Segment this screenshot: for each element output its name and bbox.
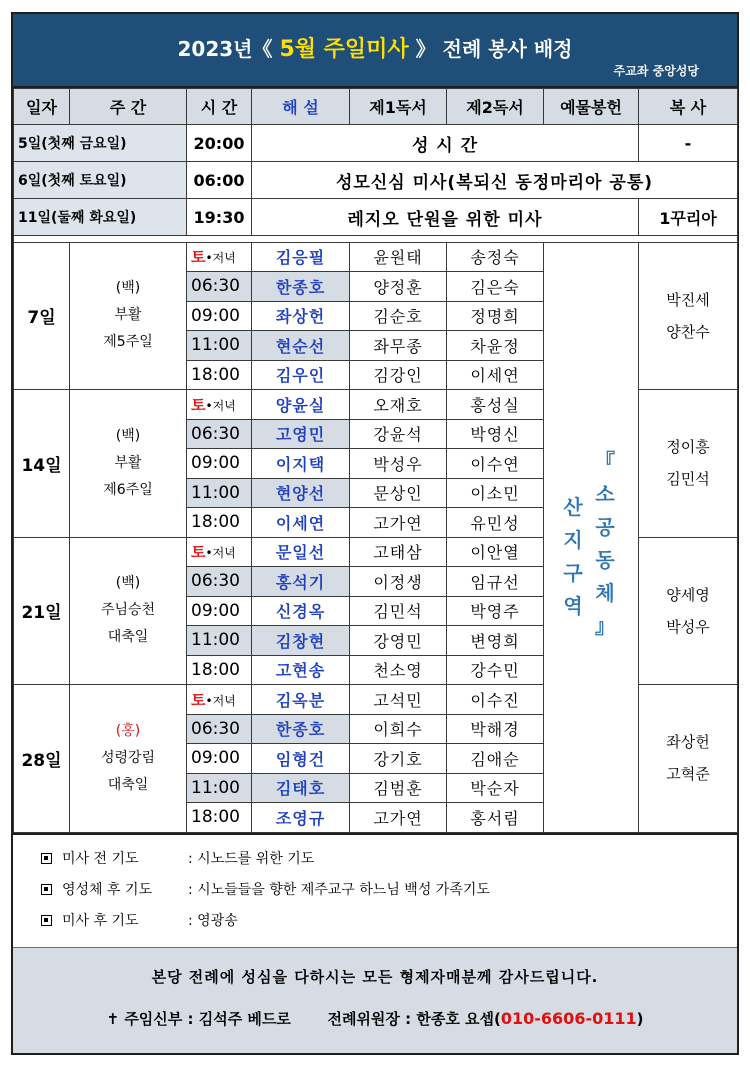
schedule-sheet (11, 12, 739, 1055)
mass-time (187, 537, 252, 567)
pastor-info: 주임신부 : 김석주 베드로 (124, 1010, 291, 1028)
saturday-label: 토 (191, 248, 206, 267)
reader-1: 강영민 (350, 626, 447, 656)
special-time: 19:30 (187, 199, 252, 236)
special-row (14, 199, 738, 236)
special-date: 11일(둘째 화요일) (14, 199, 187, 236)
note-value: : 시노들들을 향한 제주교구 하느님 백성 가족기도 (188, 882, 490, 898)
reader-2: 송정숙 (447, 242, 544, 272)
offering-right-char: 체 (595, 580, 615, 605)
title-suffix: 전례 봉사 배정 (442, 37, 573, 61)
reader-1: 김순호 (350, 301, 447, 331)
prayer-notes (13, 833, 737, 941)
week-date: 14일 (14, 390, 70, 538)
evening-label: •저녁 (205, 251, 236, 266)
evening-label: •저녁 (205, 398, 236, 413)
col-time: 시 간 (187, 89, 252, 125)
chair-close: ) (636, 1010, 644, 1028)
contacts (13, 1008, 737, 1029)
special-time: 06:00 (187, 162, 252, 199)
special-row (14, 125, 738, 162)
saturday-label: 토 (191, 543, 206, 562)
offering-right-char: 『 (595, 448, 615, 473)
reader-1: 오재호 (350, 390, 447, 420)
note-value: : 시노드를 위한 기도 (188, 851, 315, 867)
mass-time: 11:00 (187, 773, 252, 803)
evening-label: •저녁 (205, 693, 236, 708)
mass-time: 09:00 (187, 744, 252, 774)
reader-2: 이수진 (447, 685, 544, 715)
special-date: 6일(첫째 토요일) (14, 162, 187, 199)
reader-1: 이희수 (350, 714, 447, 744)
server-name: 김민석 (666, 470, 710, 489)
title-bracket-close: 》 (415, 37, 436, 61)
week-date: 7일 (14, 242, 70, 390)
square-bullet-icon (41, 915, 52, 926)
server-name: 고혁준 (666, 765, 710, 784)
altar-servers (639, 390, 738, 538)
commentator: 김응필 (252, 242, 350, 272)
offering-left-char: 구 (563, 560, 583, 585)
altar-servers (639, 242, 738, 390)
special-date: 5일(첫째 금요일) (14, 125, 187, 162)
special-desc: 성모신심 미사(복되신 동정마리아 공통) (252, 162, 738, 199)
reader-1: 고가연 (350, 803, 447, 833)
mass-time (187, 390, 252, 420)
special-desc: 성 시 간 (252, 125, 639, 162)
reader-2: 이안열 (447, 537, 544, 567)
col-commentator: 해 설 (252, 89, 350, 125)
week-feast (70, 685, 187, 833)
feast-line1: 주님승천 (100, 602, 156, 619)
reader-1: 김범훈 (350, 773, 447, 803)
commentator: 이지택 (252, 449, 350, 479)
title-banner (13, 14, 737, 88)
mass-time: 18:00 (187, 508, 252, 538)
commentator: 고현송 (252, 655, 350, 685)
feast-line1: 부활 (114, 454, 142, 471)
col-reader2: 제2독서 (447, 89, 544, 125)
footer (13, 947, 737, 1053)
reader-1: 박성우 (350, 449, 447, 479)
feast-line1: 성령강림 (100, 749, 156, 766)
square-bullet-icon (41, 884, 52, 895)
commentator: 좌상헌 (252, 301, 350, 331)
server-name: 좌상헌 (666, 733, 710, 752)
mass-time: 06:30 (187, 567, 252, 597)
title-highlight: 5월 주일미사 (279, 37, 409, 62)
week-date: 21일 (14, 537, 70, 685)
saturday-label: 토 (191, 690, 206, 709)
commentator: 김옥분 (252, 685, 350, 715)
reader-1: 양정훈 (350, 272, 447, 302)
mass-time: 09:00 (187, 449, 252, 479)
reader-1: 고석민 (350, 685, 447, 715)
reader-1: 강기호 (350, 744, 447, 774)
schedule-table (13, 88, 738, 242)
altar-servers (639, 685, 738, 833)
reader-1: 문상인 (350, 478, 447, 508)
square-bullet-icon (41, 853, 52, 864)
vestment-color: (홍) (115, 722, 141, 739)
feast-line1: 부활 (114, 307, 142, 324)
mass-time: 09:00 (187, 301, 252, 331)
reader-2: 강수민 (447, 655, 544, 685)
title-bracket-open: 《 (252, 37, 273, 61)
col-week: 주 간 (70, 89, 187, 125)
note-item (41, 905, 737, 936)
mass-time: 18:00 (187, 803, 252, 833)
feast-line2: 제5주일 (103, 334, 153, 351)
commentator: 김태호 (252, 773, 350, 803)
chair-info: 전례위원장 : 한종호 요셉( (327, 1010, 501, 1028)
note-label: 영성체 후 기도 (62, 882, 153, 898)
header-row (14, 89, 738, 125)
col-server: 복 사 (639, 89, 738, 125)
commentator: 임형건 (252, 744, 350, 774)
mass-time: 06:30 (187, 714, 252, 744)
reader-2: 김애순 (447, 744, 544, 774)
commentator: 현양선 (252, 478, 350, 508)
reader-2: 박순자 (447, 773, 544, 803)
special-server: 1꾸리아 (639, 199, 738, 236)
parish-name: 주교좌 중앙성당 (613, 64, 699, 78)
commentator: 문일선 (252, 537, 350, 567)
reader-1: 고태삼 (350, 537, 447, 567)
reader-2: 이수연 (447, 449, 544, 479)
mass-time: 06:30 (187, 272, 252, 302)
reader-2: 이세연 (447, 360, 544, 390)
offering-right-char: 』 (595, 613, 615, 638)
server-name: 박성우 (666, 617, 710, 636)
commentator: 조영규 (252, 803, 350, 833)
reader-2: 박영주 (447, 596, 544, 626)
reader-2: 변영희 (447, 626, 544, 656)
note-label: 미사 전 기도 (62, 851, 139, 867)
mass-time: 09:00 (187, 596, 252, 626)
feast-line2: 대축일 (107, 776, 149, 793)
mass-time: 06:30 (187, 419, 252, 449)
offering-right-char: 동 (595, 547, 615, 572)
special-time: 20:00 (187, 125, 252, 162)
col-offering: 예물봉헌 (544, 89, 639, 125)
commentator: 홍석기 (252, 567, 350, 597)
reader-1: 이정생 (350, 567, 447, 597)
reader-1: 김강인 (350, 360, 447, 390)
commentator: 현순선 (252, 331, 350, 361)
offering-right-char: 공 (595, 514, 615, 539)
title-year: 2023년 (177, 37, 253, 61)
phone-number: 010-6606-0111 (500, 1009, 637, 1028)
feast-line2: 제6주일 (103, 481, 153, 498)
reader-1: 천소영 (350, 655, 447, 685)
note-item (41, 843, 737, 874)
reader-1: 김민석 (350, 596, 447, 626)
mass-time: 18:00 (187, 655, 252, 685)
weekly-mass-table (13, 242, 738, 833)
vestment-color: (백) (115, 280, 141, 297)
server-name: 정이흥 (666, 438, 710, 457)
commentator: 이세연 (252, 508, 350, 538)
note-item (41, 874, 737, 905)
reader-2: 차윤정 (447, 331, 544, 361)
commentator: 김우인 (252, 360, 350, 390)
offering-left-char: 산 (563, 494, 583, 519)
mass-time: 11:00 (187, 478, 252, 508)
mass-time: 18:00 (187, 360, 252, 390)
week-date: 28일 (14, 685, 70, 833)
offering-left-char: 지 (563, 527, 583, 552)
reader-1: 좌무종 (350, 331, 447, 361)
mass-row (14, 242, 738, 272)
col-reader1: 제1독서 (350, 89, 447, 125)
note-value: : 영광송 (188, 913, 238, 929)
reader-2: 박해경 (447, 714, 544, 744)
reader-1: 윤원태 (350, 242, 447, 272)
special-desc: 레지오 단원을 위한 미사 (252, 199, 639, 236)
server-name: 양세영 (666, 585, 710, 604)
cross-icon: ✝ (106, 1010, 120, 1028)
vestment-color: (백) (115, 427, 141, 444)
reader-2: 이소민 (447, 478, 544, 508)
server-name: 박진세 (666, 290, 710, 309)
reader-1: 강윤석 (350, 419, 447, 449)
col-date: 일자 (14, 89, 70, 125)
week-feast (70, 390, 187, 538)
special-server: - (639, 125, 738, 162)
thanks-message: 본당 전례에 성심을 다하시는 모든 형제자매분께 감사드립니다. (151, 968, 599, 986)
mass-time (187, 242, 252, 272)
feast-line2: 대축일 (107, 629, 149, 646)
special-row (14, 162, 738, 199)
offering-left-char: 역 (563, 593, 583, 618)
reader-2: 홍성실 (447, 390, 544, 420)
saturday-label: 토 (191, 395, 206, 414)
commentator: 김창현 (252, 626, 350, 656)
commentator: 한종호 (252, 714, 350, 744)
reader-2: 유민성 (447, 508, 544, 538)
commentator: 한종호 (252, 272, 350, 302)
reader-2: 홍서림 (447, 803, 544, 833)
vestment-color: (백) (115, 575, 141, 592)
offering-right-char: 소 (595, 481, 615, 506)
offering-text (544, 243, 638, 832)
mass-time (187, 685, 252, 715)
mass-time: 11:00 (187, 331, 252, 361)
reader-2: 정명희 (447, 301, 544, 331)
mass-time: 11:00 (187, 626, 252, 656)
week-feast (70, 537, 187, 685)
commentator: 양윤실 (252, 390, 350, 420)
evening-label: •저녁 (205, 546, 236, 561)
page-title (13, 32, 737, 63)
reader-2: 김은숙 (447, 272, 544, 302)
note-label: 미사 후 기도 (62, 913, 139, 929)
altar-servers (639, 537, 738, 685)
reader-2: 임규선 (447, 567, 544, 597)
commentator: 신경옥 (252, 596, 350, 626)
week-feast (70, 242, 187, 390)
offering-group (544, 242, 639, 832)
reader-1: 고가연 (350, 508, 447, 538)
commentator: 고영민 (252, 419, 350, 449)
server-name: 양찬수 (666, 322, 710, 341)
reader-2: 박영신 (447, 419, 544, 449)
